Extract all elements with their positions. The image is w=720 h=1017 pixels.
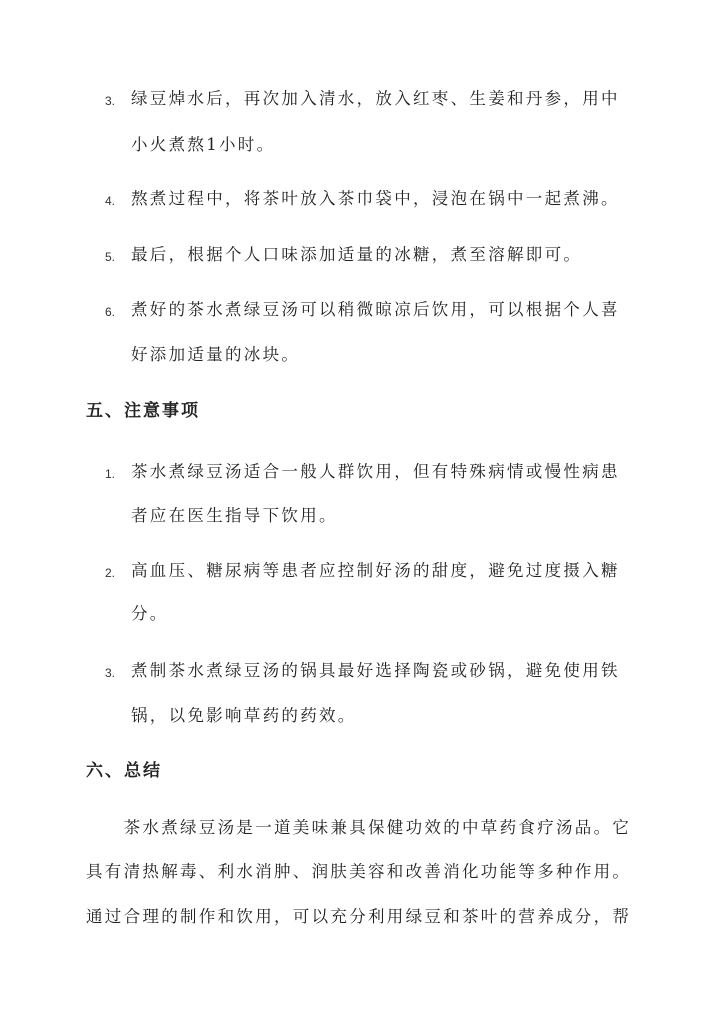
- list-number: 1.: [105, 467, 116, 481]
- list-number: 3.: [105, 666, 116, 680]
- list-text: 最后，根据个人口味添加适量的冰糖，煮至溶解即可。: [131, 245, 583, 264]
- list-text: 煮制茶水煮绿豆汤的锅具最好选择陶瓷或砂锅，避免使用铁: [131, 661, 620, 680]
- list-text: 熬煮过程中，将茶叶放入茶巾袋中，浸泡在锅中一起煮沸。: [131, 189, 620, 208]
- paragraph-line: 通过合理的制作和饮用，可以充分利用绿豆和茶叶的营养成分，帮: [86, 907, 632, 926]
- list-text: 高血压、糖尿病等患者应控制好汤的甜度，避免过度摄入糖: [131, 561, 620, 580]
- section-heading: 五、注意事项: [86, 401, 200, 421]
- list-text: 者应在医生指导下饮用。: [131, 506, 338, 525]
- list-text: 煮好的茶水煮绿豆汤可以稍微晾凉后饮用，可以根据个人喜: [131, 300, 620, 319]
- list-number: 6.: [105, 305, 116, 319]
- list-text: 分。: [131, 604, 169, 623]
- list-text: 锅，以免影响草药的药效。: [131, 706, 357, 725]
- list-number: 4.: [105, 194, 116, 208]
- list-number: 5.: [105, 250, 116, 264]
- paragraph-line: 具有清热解毒、利水消肿、润肤美容和改善消化功能等多种作用。: [86, 862, 632, 881]
- section-heading: 六、总结: [86, 761, 162, 781]
- paragraph-line: 茶水煮绿豆汤是一道美味兼具保健功效的中草药食疗汤品。它: [86, 818, 632, 837]
- list-number: 3.: [105, 94, 116, 108]
- list-text: 好添加适量的冰块。: [131, 345, 301, 364]
- list-text: 茶水煮绿豆汤适合一般人群饮用，但有特殊病情或慢性病患: [131, 462, 620, 481]
- list-text: 绿豆焯水后，再次加入清水，放入红枣、生姜和丹参，用中: [131, 89, 620, 108]
- list-number: 2.: [105, 566, 116, 580]
- list-text: 小火煮熬1小时。: [131, 135, 276, 154]
